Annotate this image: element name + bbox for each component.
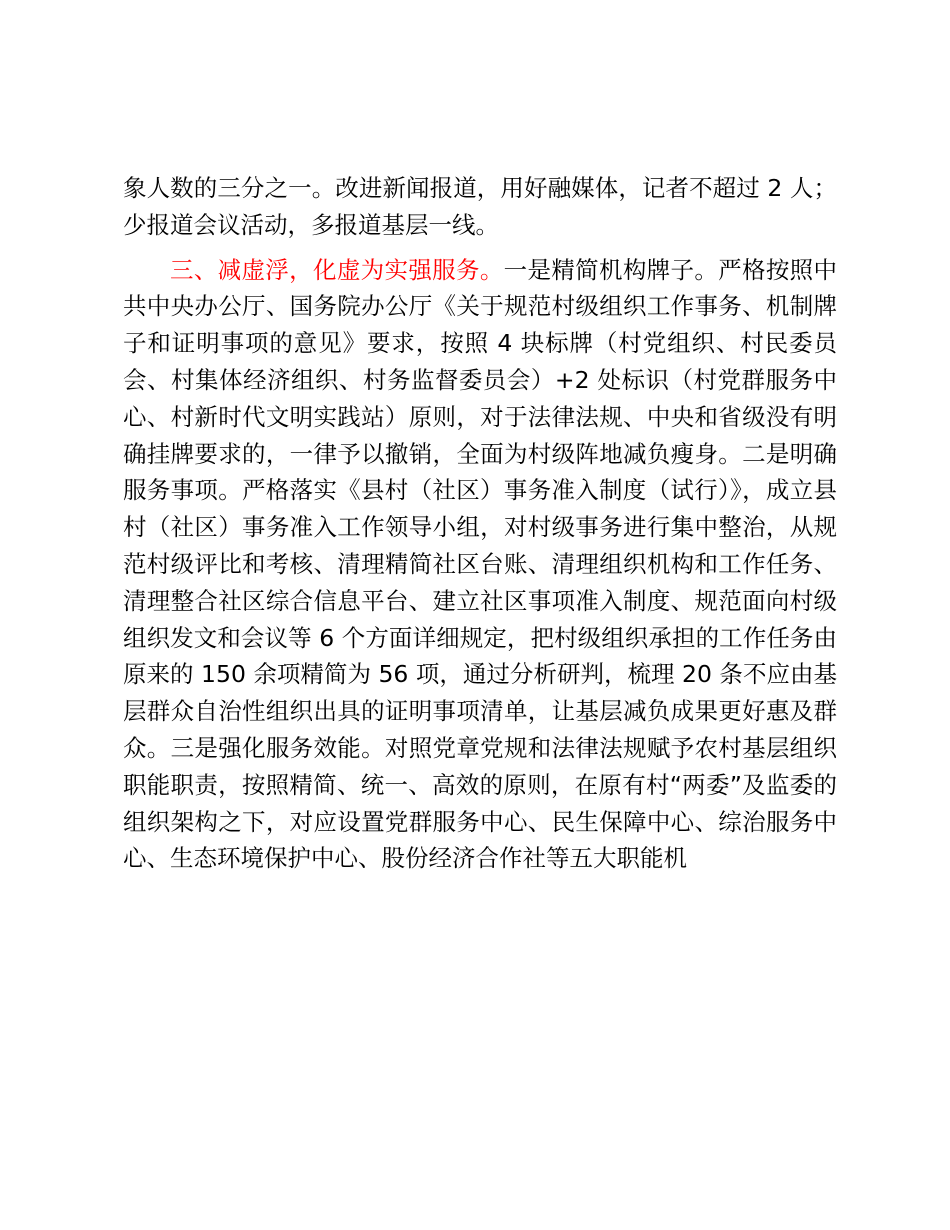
paragraph-continuation [123,170,837,244]
section-body-text: 一是精简机构牌子。严格按照中共中央办公厅、国务院办公厅《关于规范村级组织工作事务、机制牌子和证明事项的意见》要求，按照 4 块标牌（村党组织、村民委员会、村集体经济组织、村务监督委员会）+2 处标识（村党群服务中心、村新时代文明实践站）原则，对于法律法规、中央和省级没有明确挂牌要求的，一律予以撤销，全面为村级阵地减负瘦身。二是明确服务事项。严格落实《县村（社区）事务准入制度（试行）》，成立县村（社区）事务准入工作领导小组，对村级事务进行集中整治，从规范村级评比和考核、清理精简社区台账、清理组织机构和工作任务、清理整合社区综合信息平台、建立社区事项准入制度、规范面向村级组织发文和会议等 6 个方面详细规定，把村级组织承担的工作任务由原来的 150 余项精简为 56 项，通过分析研判，梳理 20 条不应由基层群众自治性组织出具的证明事项清单，让基层减负成果更好惠及群众。三是强化服务效能。对照党章党规和法律法规赋予农村基层组织职能职责，按照精简、统一、高效的原则，在原有村“两委”及监委的组织架构之下，对应设置党群服务中心、民生保障中心、综治服务中心、生态环境保护中心、股份经济合作社等五大职能机 [123,255,838,873]
paragraph-section-three [123,252,837,878]
paragraph-1-text: 象人数的三分之一。改进新闻报道，用好融媒体，记者不超过 2 人；少报道会议活动，多报道基层一线。 [123,174,837,239]
document-body [123,170,837,877]
section-heading: 三、减虚浮，化虚为实强服务。 [170,255,504,284]
